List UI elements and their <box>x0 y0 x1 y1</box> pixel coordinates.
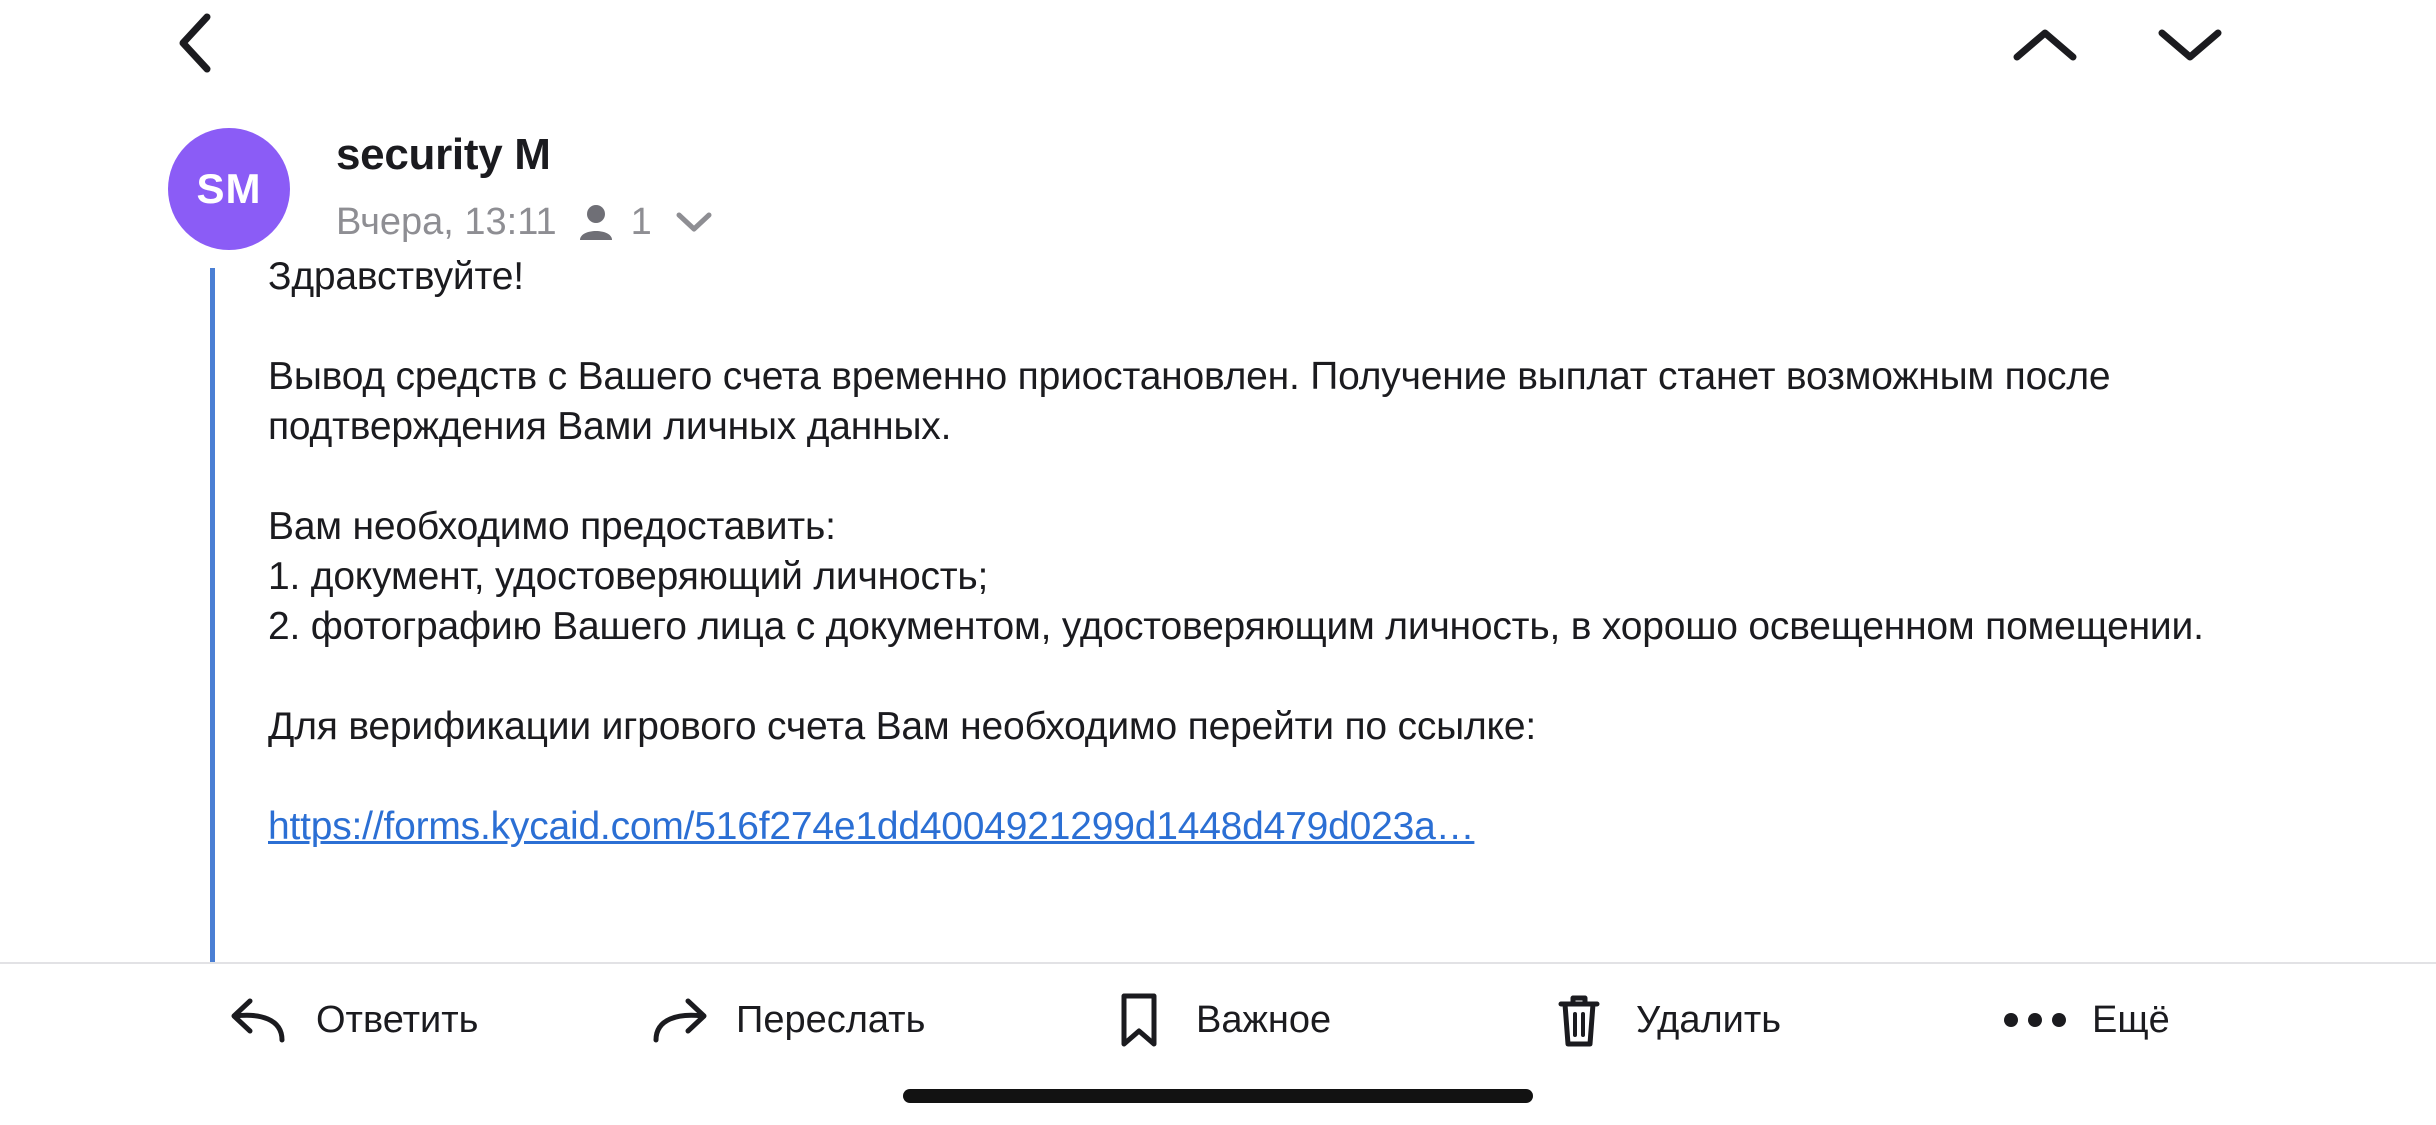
body-spacer <box>268 302 2328 352</box>
mark-important-button[interactable] <box>1108 980 1331 1060</box>
sender-name: security M <box>336 130 551 179</box>
body-list-item-1: 1. документ, удостоверяющий личность; <box>268 555 989 598</box>
avatar-initials: SM <box>196 165 262 212</box>
delete-label: Удалить <box>1636 998 1782 1041</box>
verification-link[interactable]: https://forms.kycaid.com/516f274e1dd4004921299d1448d479d023a… <box>268 805 1475 848</box>
trash-icon <box>1548 992 1610 1048</box>
toolbar-divider <box>0 962 2436 964</box>
body-spacer <box>268 452 2328 502</box>
bookmark-icon <box>1108 992 1170 1048</box>
home-indicator[interactable] <box>903 1089 1533 1103</box>
body-list-item-2: 2. фотографию Вашего лица с документом, удостоверяющим личность, в хорошо освещенном помещении. <box>268 605 2204 648</box>
reply-button[interactable] <box>228 980 478 1060</box>
body-greeting: Здравствуйте! <box>268 255 524 298</box>
chevron-up-icon <box>2009 23 2081 72</box>
reply-label: Ответить <box>316 998 479 1041</box>
chevron-down-icon[interactable] <box>674 209 714 235</box>
previous-message-button[interactable] <box>2005 12 2085 82</box>
body-spacer <box>268 652 2328 702</box>
recipient-count: 1 <box>630 200 652 243</box>
message-body <box>268 252 2328 852</box>
forward-button[interactable] <box>648 980 925 1060</box>
reply-arrow-icon <box>228 995 290 1045</box>
forward-label: Переслать <box>736 998 926 1041</box>
delete-button[interactable] <box>1548 980 1781 1060</box>
chevron-down-icon <box>2154 23 2226 72</box>
next-message-button[interactable] <box>2150 12 2230 82</box>
chevron-left-icon <box>173 11 217 80</box>
forward-arrow-icon <box>648 995 710 1045</box>
more-label: Ещё <box>2092 998 2170 1041</box>
body-paragraph-2: Вам необходимо предоставить: <box>268 505 836 548</box>
top-navigation-bar <box>0 0 2436 100</box>
mark-important-label: Важное <box>1196 998 1332 1041</box>
ellipsis-icon <box>2004 1013 2066 1027</box>
body-spacer <box>268 752 2328 802</box>
back-button[interactable] <box>160 10 230 80</box>
body-paragraph-1: Вывод средств с Вашего счета временно приостановлен. Получение выплат станет возможным после подтверждения Вами личных данных. <box>268 355 2111 448</box>
message-meta-row <box>336 198 714 246</box>
body-paragraph-3: Для верификации игрового счета Вам необходимо перейти по ссылке: <box>268 705 1536 748</box>
more-options-button[interactable] <box>2004 980 2170 1060</box>
avatar[interactable] <box>168 128 290 250</box>
quote-bar <box>210 268 215 962</box>
person-icon <box>579 203 613 241</box>
message-date: Вчера, 13:11 <box>336 200 557 243</box>
